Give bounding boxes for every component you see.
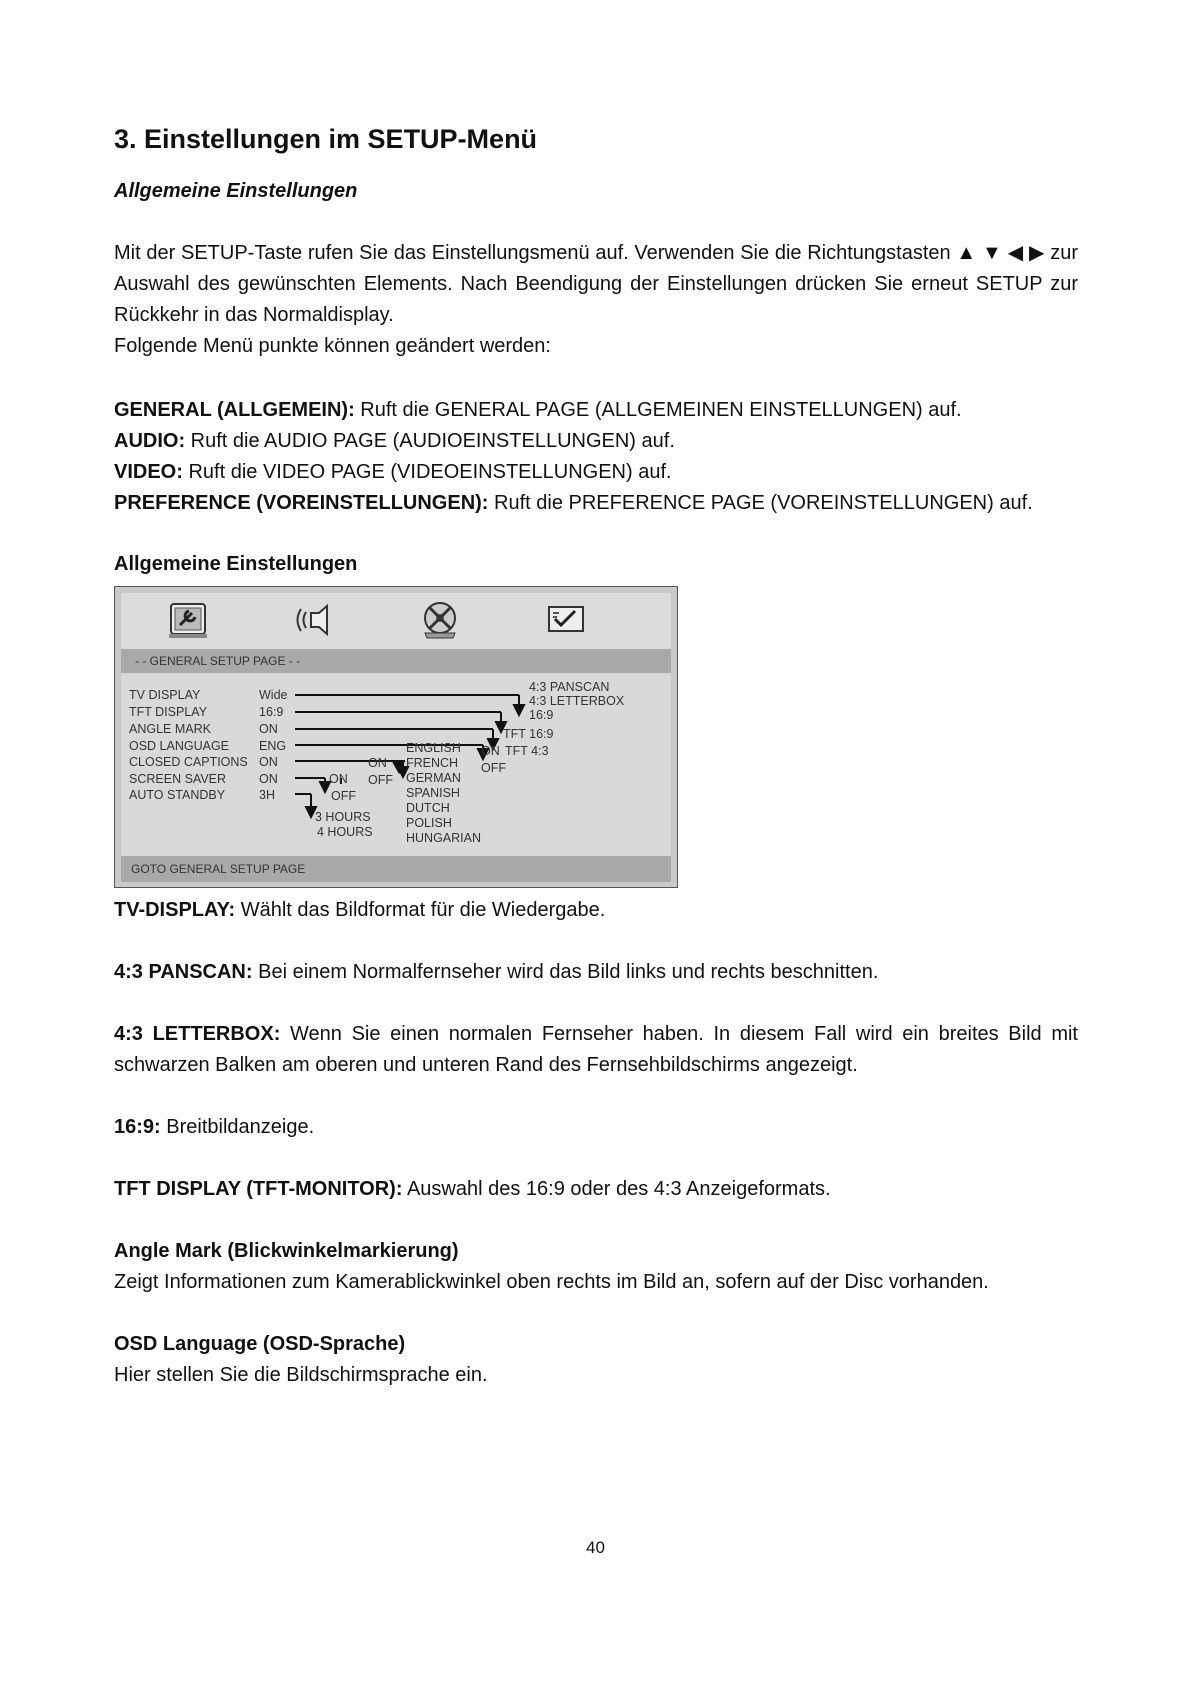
osd-row-label: CLOSED CAPTIONS — [129, 755, 248, 769]
section-heading: Allgemeine Einstellungen — [114, 553, 358, 575]
intro-paragraph: Mit der SETUP-Taste rufen Sie das Einstellungsmenü auf. Verwenden Sie die Richtungstasten ▲ ▼ ◀ ▶ zur Auswahl des gewünschten Elements. Nach Beendigung der Einstellungen drücken Sie erneut SETUP zur Rückkehr in das Normaldisplay. — [114, 242, 1078, 326]
angle-heading — [114, 1236, 1078, 1267]
desc-letterbox — [114, 1019, 1078, 1081]
osd-row-value: ON — [259, 772, 278, 786]
subtitle: Allgemeine Einstellungen — [114, 180, 358, 202]
menu-item-preference — [114, 488, 1114, 519]
item-text: Ruft die AUDIO PAGE (AUDIOEINSTELLUNGEN) auf. — [185, 430, 675, 452]
osd-row-label: OSD LANGUAGE — [129, 739, 230, 753]
osd-language-option: ENGLISH — [406, 741, 461, 755]
osd-page-label: - - GENERAL SETUP PAGE - - — [121, 649, 671, 673]
osd-row-value: 3H — [259, 788, 275, 802]
osd-language-option: SPANISH — [406, 786, 460, 800]
osd-row-value: ENG — [259, 739, 287, 753]
menu-item-audio — [114, 426, 1114, 457]
osd-option: 4:3 PANSCAN — [529, 680, 610, 694]
osd-option: 3 HOURS — [315, 810, 371, 824]
osd-language-option: FRENCH — [406, 756, 459, 770]
osd-language-option: HUNGARIAN — [406, 831, 482, 845]
osd-option: ON — [368, 756, 387, 770]
item-term: PREFERENCE (VOREINSTELLUNGEN): — [114, 492, 489, 514]
osd-connector-lines — [115, 587, 679, 889]
desc-term: 4:3 LETTERBOX: — [114, 1023, 281, 1045]
osd-option: 4:3 LETTERBOX — [529, 694, 625, 708]
osd-footer: GOTO GENERAL SETUP PAGE — [121, 856, 671, 882]
osd-row-value: Wide — [259, 688, 288, 702]
osd-row-label: AUTO STANDBY — [129, 788, 226, 802]
desc-text: Breitbildanzeige. — [160, 1116, 315, 1138]
item-text: Ruft die GENERAL PAGE (ALLGEMEINEN EINSTELLUNGEN) auf. — [354, 399, 962, 421]
desc-panscan — [114, 957, 1078, 988]
desc-169 — [114, 1112, 1078, 1143]
item-text: Ruft die VIDEO PAGE (VIDEOEINSTELLUNGEN) auf. — [182, 461, 672, 483]
item-term: VIDEO: — [114, 461, 183, 483]
osd-heading-text: OSD Language (OSD-Sprache) — [114, 1333, 406, 1355]
osd-row-label: SCREEN SAVER — [129, 772, 227, 786]
osd-row-label: TFT DISPLAY — [129, 705, 208, 719]
desc-term: 16:9: — [114, 1116, 161, 1138]
osd-option: ON — [329, 772, 348, 786]
desc-text: Wählt das Bildformat für die Wiedergabe. — [235, 899, 606, 921]
osd-option: OFF — [331, 789, 356, 803]
desc-term: TFT DISPLAY (TFT-MONITOR): — [114, 1178, 403, 1200]
osd-heading — [114, 1329, 1078, 1360]
page-title: 3. Einstellungen im SETUP-Menü — [114, 124, 538, 154]
osd-option: 4 HOURS — [317, 825, 373, 839]
descriptions-section — [114, 895, 1078, 1391]
angle-text: Zeigt Informationen zum Kamerablickwinkel oben rechts im Bild an, sofern auf der Disc vorhanden. — [114, 1271, 989, 1293]
osd-option: 16:9 — [529, 708, 554, 722]
osd-option: TFT 16:9 — [503, 727, 554, 741]
osd-language-option: GERMAN — [406, 771, 461, 785]
osd-row-label: TV DISPLAY — [129, 688, 201, 702]
angle-heading-text: Angle Mark (Blickwinkelmarkierung) — [114, 1240, 459, 1262]
desc-term: 4:3 PANSCAN: — [114, 961, 253, 983]
osd-option: TFT 4:3 — [505, 744, 549, 758]
item-term: AUDIO: — [114, 430, 186, 452]
osd-option: OFF — [481, 761, 506, 775]
osd-language-option: DUTCH — [406, 801, 450, 815]
menu-items-list — [114, 395, 1114, 519]
desc-term: TV-DISPLAY: — [114, 899, 236, 921]
intro-section — [114, 238, 1078, 362]
osd-language-option: POLISH — [406, 816, 452, 830]
desc-text: Auswahl des 16:9 oder des 4:3 Anzeigeformats. — [402, 1178, 831, 1200]
menu-item-video — [114, 457, 1114, 488]
menu-item-general — [114, 395, 1114, 426]
osd-menu-figure — [114, 586, 678, 888]
intro-list-lead: Folgende Menü punkte können geändert werden: — [114, 335, 551, 357]
osd-row-value: ON — [259, 722, 278, 736]
desc-text: Bei einem Normalfernseher wird das Bild links und rechts beschnitten. — [252, 961, 879, 983]
osd-row-label: ANGLE MARK — [129, 722, 211, 736]
item-text: Ruft die PREFERENCE PAGE (VOREINSTELLUNGEN) auf. — [488, 492, 1033, 514]
desc-tft-display — [114, 1174, 1078, 1205]
desc-text: Wenn Sie einen normalen Fernseher haben. In diesem Fall wird ein breites Bild mit schwarzen Balken am oberen und unteren Rand des Fernsehbildschirms angezeigt. — [114, 1023, 1078, 1076]
osd-option: OFF — [368, 773, 393, 787]
desc-tv-display — [114, 895, 1078, 926]
item-term: GENERAL (ALLGEMEIN): — [114, 399, 355, 421]
osd-option: ON — [481, 744, 500, 758]
osd-row-value: ON — [259, 755, 278, 769]
page-number: 40 — [586, 1538, 605, 1557]
osd-text: Hier stellen Sie die Bildschirmsprache ein. — [114, 1364, 488, 1386]
osd-row-value: 16:9 — [259, 705, 284, 719]
